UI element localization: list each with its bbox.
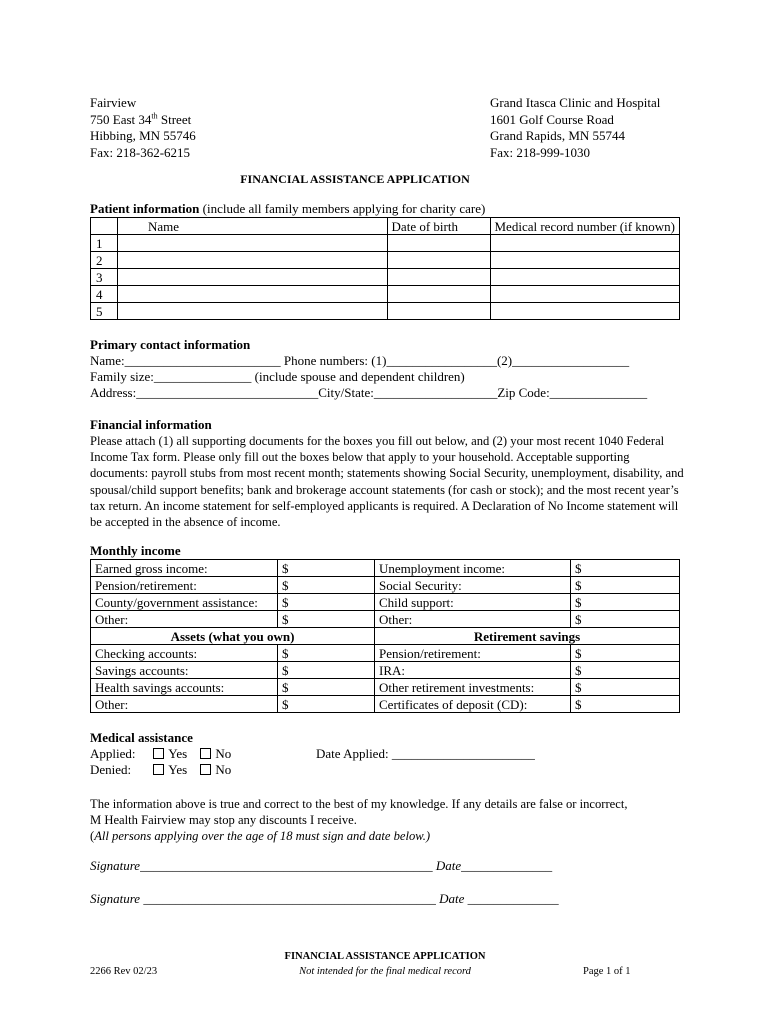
- table-row: Pension/retirement: $ Social Security: $: [91, 577, 680, 594]
- retirement-heading: Retirement savings: [375, 628, 680, 645]
- footer-note: Not intended for the final medical record: [299, 966, 471, 977]
- mrn-cell[interactable]: [490, 235, 680, 252]
- amount-cell[interactable]: $: [278, 594, 375, 611]
- amount-cell[interactable]: $: [278, 611, 375, 628]
- denied-yes-checkbox[interactable]: [153, 764, 164, 775]
- column-dob: Date of birth: [387, 218, 490, 235]
- table-row: 1: [91, 235, 680, 252]
- name-cell[interactable]: [117, 252, 387, 269]
- attestation-line-2: M Health Fairview may stop any discounts I receive.: [90, 813, 357, 827]
- right-address-name: Grand Itasca Clinic and Hospital: [490, 95, 661, 110]
- denied-label: Denied:: [90, 762, 132, 777]
- footer-title: FINANCIAL ASSISTANCE APPLICATION: [284, 951, 486, 962]
- contact-family-size[interactable]: Family size:_______________ (include spouse and dependent children): [90, 369, 465, 384]
- date-applied-field[interactable]: Date Applied: ______________________: [316, 746, 535, 761]
- footer-revision: 2266 Rev 02/23: [90, 966, 158, 977]
- signature-line-1[interactable]: Signature_____________________________________________ Date______________: [90, 858, 553, 873]
- mrn-cell[interactable]: [490, 269, 680, 286]
- name-cell[interactable]: [117, 286, 387, 303]
- income-table: [90, 559, 680, 713]
- monthly-income-heading: Monthly income: [90, 543, 181, 558]
- applied-label: Applied:: [90, 746, 136, 761]
- table-row: Other: $ Certificates of deposit (CD): $: [91, 696, 680, 713]
- table-row: 5: [91, 303, 680, 320]
- amount-cell[interactable]: $: [571, 594, 680, 611]
- left-address-name: Fairview: [90, 95, 137, 110]
- left-address: [90, 95, 196, 161]
- amount-cell[interactable]: $: [571, 696, 680, 713]
- amount-cell[interactable]: $: [278, 645, 375, 662]
- right-address-street: 1601 Golf Course Road: [490, 111, 614, 127]
- patient-table-header: [91, 218, 680, 235]
- contact-heading: Primary contact information: [90, 337, 251, 352]
- contact-name-phone[interactable]: Name:________________________ Phone numbers: (1)_________________(2)__________________: [90, 353, 630, 368]
- table-row: 2: [91, 252, 680, 269]
- amount-cell[interactable]: $: [571, 645, 680, 662]
- table-row: Checking accounts: $ Pension/retirement: $: [91, 645, 680, 662]
- table-row: 4: [91, 286, 680, 303]
- patient-table: [90, 217, 680, 320]
- dob-cell[interactable]: [387, 286, 490, 303]
- column-mrn: Medical record number (if known): [490, 218, 680, 235]
- amount-cell[interactable]: $: [571, 560, 680, 577]
- table-row: County/government assistance: $ Child support: $: [91, 594, 680, 611]
- amount-cell[interactable]: $: [278, 696, 375, 713]
- amount-cell[interactable]: $: [278, 679, 375, 696]
- denied-row: Denied: Yes No: [90, 762, 232, 777]
- name-cell[interactable]: [117, 303, 387, 320]
- left-address-fax: Fax: 218-362-6215: [90, 144, 191, 160]
- amount-cell[interactable]: $: [571, 662, 680, 679]
- amount-cell[interactable]: $: [278, 577, 375, 594]
- table-section-header: [91, 628, 680, 645]
- right-address-fax: Fax: 218-999-1030: [490, 144, 591, 160]
- mrn-cell[interactable]: [490, 286, 680, 303]
- denied-no-checkbox[interactable]: [200, 764, 211, 775]
- table-row: 3: [91, 269, 680, 286]
- left-address-street: 750 East 34th Street: [90, 111, 192, 127]
- dob-cell[interactable]: [387, 303, 490, 320]
- amount-cell[interactable]: $: [571, 679, 680, 696]
- name-cell[interactable]: [117, 235, 387, 252]
- dob-cell[interactable]: [387, 252, 490, 269]
- table-row: Health savings accounts: $ Other retirement investments: $: [91, 679, 680, 696]
- applied-row: Applied: Yes No: [90, 746, 232, 761]
- contact-address[interactable]: Address:____________________________City/State:___________________Zip Code:_______________: [90, 385, 648, 400]
- table-row: Other: $ Other: $: [91, 611, 680, 628]
- attestation-line-1: The information above is true and correct to the best of my knowledge. If any details are false or incorrect,: [90, 797, 628, 811]
- table-row: Savings accounts: $ IRA: $: [91, 662, 680, 679]
- right-address: [490, 95, 660, 161]
- left-address-city: Hibbing, MN 55746: [90, 128, 196, 143]
- footer-page: Page 1 of 1: [583, 966, 631, 977]
- column-name: Name: [117, 218, 387, 235]
- dob-cell[interactable]: [387, 235, 490, 252]
- signature-line-2[interactable]: Signature _____________________________________________ Date ______________: [90, 891, 559, 906]
- dob-cell[interactable]: [387, 269, 490, 286]
- financial-instructions: Please attach (1) all supporting documents for the boxes you fill out below, and (2) your most recent 1040 Federal Income Tax form. Please only fill out the boxes below that apply to your household. Acceptable supporting documents: payroll stubs from most recent month; statements showing Social Security, unemployment, disability, and spousal/child support benefits; bank and brokerage account statements (for cash or stock); and the most recent year’s tax return. An income statement for self-employed applicants is required. A Declaration of No Income statement will be accepted in the absence of income.: [90, 434, 684, 530]
- attestation-line-3: (All persons applying over the age of 18 must sign and date below.): [90, 829, 431, 843]
- row-number-header: [91, 218, 118, 235]
- right-address-city: Grand Rapids, MN 55744: [490, 128, 626, 143]
- mrn-cell[interactable]: [490, 303, 680, 320]
- patient-heading: Patient information (include all family members applying for charity care): [90, 201, 486, 216]
- amount-cell[interactable]: $: [278, 560, 375, 577]
- applied-no-checkbox[interactable]: [200, 748, 211, 759]
- document-title: FINANCIAL ASSISTANCE APPLICATION: [240, 172, 470, 186]
- mrn-cell[interactable]: [490, 252, 680, 269]
- name-cell[interactable]: [117, 269, 387, 286]
- amount-cell[interactable]: $: [278, 662, 375, 679]
- amount-cell[interactable]: $: [571, 611, 680, 628]
- assets-heading: Assets (what you own): [91, 628, 375, 645]
- financial-heading: Financial information: [90, 417, 212, 432]
- amount-cell[interactable]: $: [571, 577, 680, 594]
- medical-assistance-heading: Medical assistance: [90, 730, 193, 745]
- applied-yes-checkbox[interactable]: [153, 748, 164, 759]
- table-row: Earned gross income: $ Unemployment income: $: [91, 560, 680, 577]
